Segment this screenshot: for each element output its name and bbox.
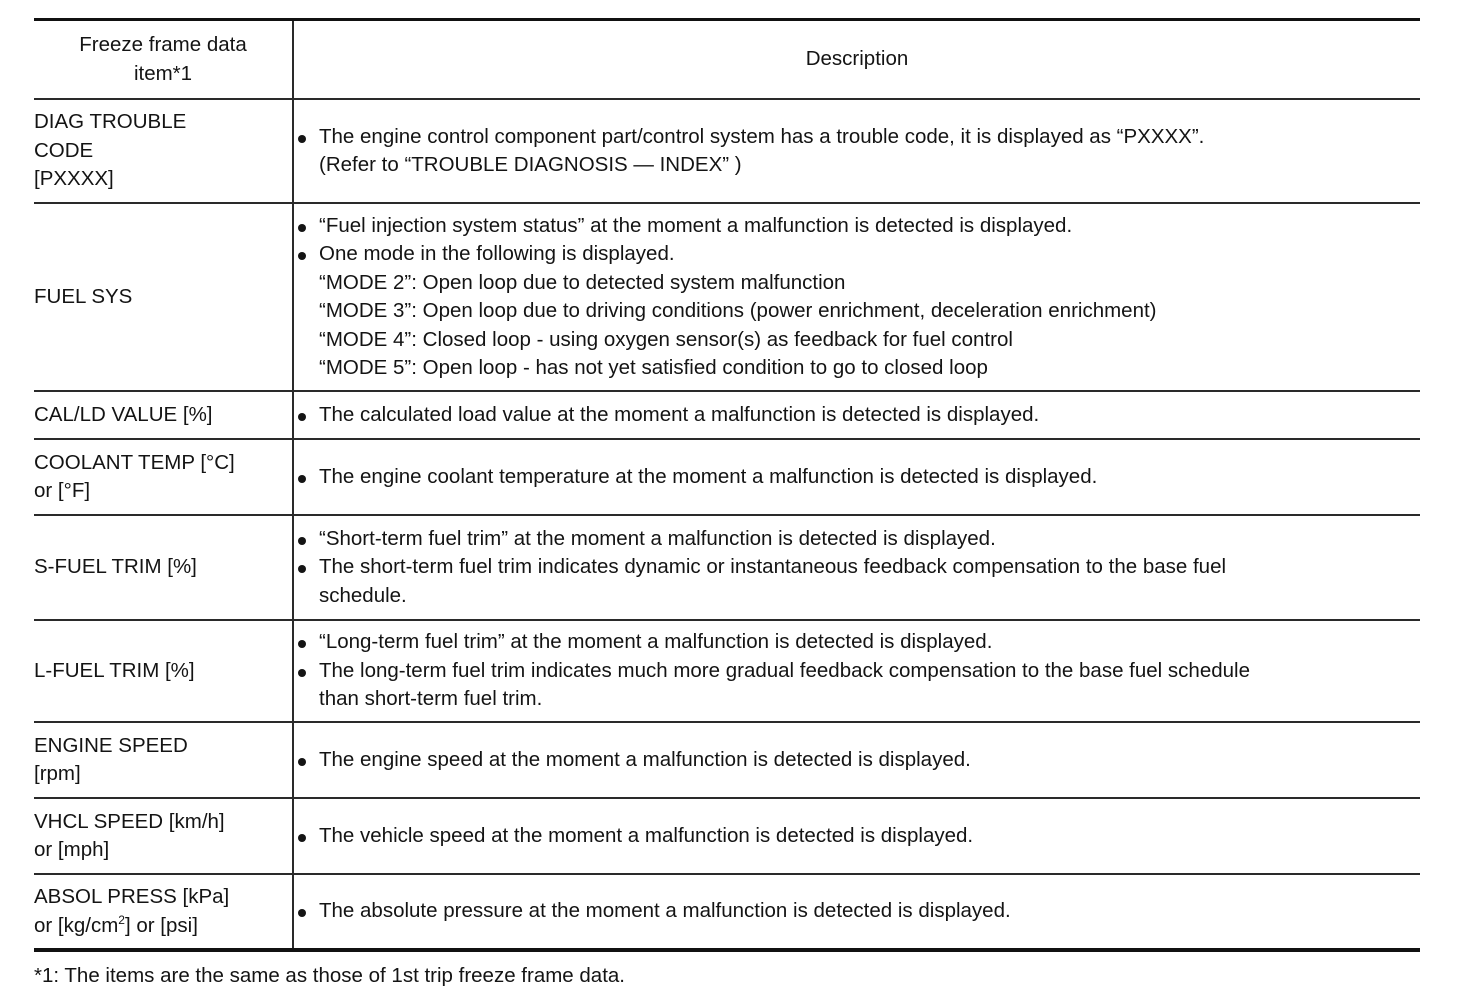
description-cell xyxy=(293,439,1420,515)
table-row xyxy=(34,515,1420,620)
description-cell xyxy=(293,391,1420,439)
bullet-item: “Fuel injection system status” at the moment a malfunction is detected is displayed. xyxy=(294,212,1420,241)
description-cell xyxy=(293,203,1420,391)
bullet-item: The vehicle speed at the moment a malfunction is detected is displayed. xyxy=(294,822,1420,851)
item-line: CODE xyxy=(34,138,94,162)
description-cell xyxy=(293,874,1420,950)
description-cell xyxy=(293,515,1420,620)
item-line xyxy=(34,912,292,941)
item-line: COOLANT TEMP [°C] xyxy=(34,450,235,474)
continuation-line: schedule. xyxy=(319,583,407,607)
item-line: or [mph] xyxy=(34,838,110,861)
footnote: *1: The items are the same as those of 1st trip freeze frame data. xyxy=(34,964,625,987)
continuation-line: “MODE 4”: Closed loop - using oxygen sensor(s) as feedback for fuel control xyxy=(319,327,1013,351)
item-line: VHCL SPEED [km/h] xyxy=(34,809,225,833)
item-cell xyxy=(34,99,293,203)
bullet-item: The short-term fuel trim indicates dynamic or instantaneous feedback compensation to the base fuel xyxy=(294,553,1420,582)
item-line: FUEL SYS xyxy=(34,284,133,308)
item-line: CAL/LD VALUE [%] xyxy=(34,402,213,426)
table-row xyxy=(34,874,1420,950)
freeze-frame-table xyxy=(34,21,1420,952)
item-cell xyxy=(34,515,293,620)
item-line: [PXXXX] xyxy=(34,167,114,191)
table-row xyxy=(34,798,1420,874)
bullet-item: “Long-term fuel trim” at the moment a malfunction is detected is displayed. xyxy=(294,628,1420,657)
item-cell xyxy=(34,620,293,722)
description-cell xyxy=(293,99,1420,203)
header-item-line2: item*1 xyxy=(133,61,193,85)
item-cell xyxy=(34,203,293,391)
item-cell xyxy=(34,391,293,439)
bullet-item: The engine coolant temperature at the moment a malfunction is detected is displayed. xyxy=(294,463,1420,492)
table-row xyxy=(34,391,1420,439)
continuation-line: “MODE 2”: Open loop due to detected system malfunction xyxy=(319,270,846,294)
bullet-item: The calculated load value at the moment a malfunction is detected is displayed. xyxy=(294,401,1420,430)
table-row xyxy=(34,620,1420,722)
item-cell xyxy=(34,439,293,515)
bullet-item: The engine control component part/control system has a trouble code, it is displayed as “PXXXX”. xyxy=(294,123,1420,152)
bullet-item: “Short-term fuel trim” at the moment a malfunction is detected is displayed. xyxy=(294,525,1420,554)
bullet-item: The absolute pressure at the moment a malfunction is detected is displayed. xyxy=(294,897,1420,926)
item-line-part: or [kg/cm xyxy=(34,913,119,937)
item-cell xyxy=(34,722,293,798)
description-cell xyxy=(293,620,1420,722)
bullet-item: The engine speed at the moment a malfunction is detected is displayed. xyxy=(294,746,1420,775)
table-row xyxy=(34,722,1420,798)
bullet-item: The long-term fuel trim indicates much more gradual feedback compensation to the base fuel schedule xyxy=(294,657,1420,686)
superscript: 2 xyxy=(118,912,125,927)
item-line-part: ] or [psi] xyxy=(124,913,198,937)
item-line: [rpm] xyxy=(34,762,81,785)
table-row xyxy=(34,203,1420,391)
item-line: or [°F] xyxy=(34,479,91,502)
description-cell xyxy=(293,798,1420,874)
table-row xyxy=(34,439,1420,515)
continuation-line: “MODE 3”: Open loop due to driving conditions (power enrichment, deceleration enrichment) xyxy=(319,299,1157,322)
item-line: S-FUEL TRIM [%] xyxy=(34,555,197,579)
header-row xyxy=(34,21,1420,99)
item-cell xyxy=(34,874,293,950)
item-line: DIAG TROUBLE xyxy=(34,110,187,134)
continuation-line: “MODE 5”: Open loop - has not yet satisfied condition to go to closed loop xyxy=(319,356,988,379)
header-item xyxy=(34,21,293,99)
description-cell xyxy=(293,722,1420,798)
header-description: Description xyxy=(805,47,909,71)
item-cell xyxy=(34,798,293,874)
item-line: L-FUEL TRIM [%] xyxy=(34,658,195,682)
bullet-item: One mode in the following is displayed. xyxy=(294,240,1420,269)
continuation-line: than short-term fuel trim. xyxy=(319,687,543,711)
continuation-line: (Refer to “TROUBLE DIAGNOSIS — INDEX” ) xyxy=(319,153,742,176)
table-row xyxy=(34,99,1420,203)
item-line: ENGINE SPEED xyxy=(34,733,188,757)
header-item-line1: Freeze frame data xyxy=(79,33,247,56)
item-line: ABSOL PRESS [kPa] xyxy=(34,885,230,908)
